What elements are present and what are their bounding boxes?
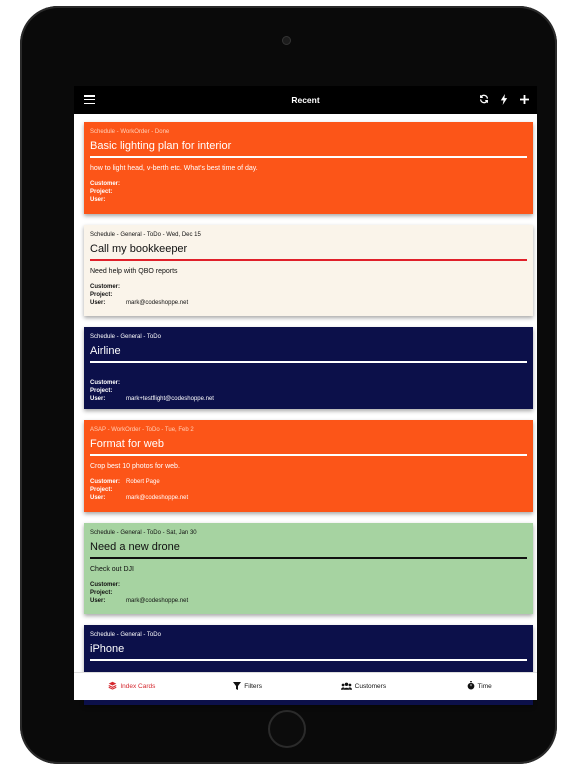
user-label: User: (90, 495, 106, 501)
tab-index-cards[interactable] (74, 673, 190, 700)
card-title: Need a new drone (90, 541, 180, 553)
card-breadcrumb: Schedule - General - ToDo - Sat, Jan 30 (90, 530, 197, 536)
card-description: Crop best 10 photos for web. (90, 463, 180, 470)
card-divider (90, 659, 527, 661)
user-value: mark@codeshoppe.net (126, 300, 189, 306)
card-description: Need help with QBO reports (90, 268, 178, 275)
index-card[interactable] (84, 523, 533, 614)
funnel-icon (233, 682, 241, 692)
customer-label: Customer: (90, 479, 121, 485)
cards-list[interactable] (74, 114, 537, 672)
card-title: Call my bookkeeper (90, 243, 188, 255)
card-breadcrumb: Schedule - General - ToDo (90, 334, 161, 340)
plus-icon[interactable] (517, 91, 531, 107)
customer-value: Robert Page (126, 479, 160, 485)
project-label: Project: (90, 487, 113, 493)
user-value: mark@codeshoppe.net (126, 598, 189, 604)
card-meta (90, 379, 527, 403)
card-title: Basic lighting plan for interior (90, 140, 232, 152)
card-divider (90, 454, 527, 456)
user-label: User: (90, 396, 106, 402)
front-camera (282, 36, 291, 45)
home-button[interactable] (268, 710, 306, 748)
project-label: Project: (90, 292, 113, 298)
tab-label: Index Cards (120, 683, 156, 690)
tab-time[interactable] (421, 673, 537, 700)
index-card[interactable] (84, 122, 533, 214)
tablet-device-frame (20, 6, 557, 764)
user-value: mark@codeshoppe.net (126, 495, 189, 501)
user-value: mark+testflight@codeshoppe.net (126, 396, 214, 402)
refresh-icon[interactable] (477, 91, 491, 107)
customer-label: Customer: (90, 582, 121, 588)
tab-bar (74, 672, 537, 700)
tab-label: Customers (354, 683, 387, 690)
customer-label: Customer: (90, 284, 121, 290)
card-meta (90, 283, 527, 307)
card-breadcrumb: Schedule - General - ToDo (90, 632, 161, 638)
project-label: Project: (90, 189, 113, 195)
card-divider (90, 156, 527, 158)
card-title: Format for web (90, 438, 164, 450)
navigation-bar (74, 86, 537, 114)
card-divider (90, 557, 527, 559)
stopwatch-icon (467, 681, 475, 692)
lightning-icon[interactable] (497, 91, 511, 107)
index-card[interactable] (84, 420, 533, 512)
project-label: Project: (90, 590, 113, 596)
user-label: User: (90, 300, 106, 306)
card-meta (90, 180, 527, 204)
index-card[interactable] (84, 327, 533, 409)
people-icon (341, 682, 352, 692)
card-description: Check out DJI (90, 566, 134, 573)
navbar-actions (477, 91, 531, 107)
tab-filters[interactable] (190, 673, 306, 700)
user-label: User: (90, 598, 106, 604)
card-title: Airline (90, 345, 121, 357)
customer-label: Customer: (90, 181, 121, 187)
app-screen (74, 86, 537, 700)
card-meta (90, 581, 527, 605)
index-card[interactable] (84, 225, 533, 316)
page-title: Recent (291, 95, 320, 105)
card-breadcrumb: Schedule - WorkOrder - Done (90, 129, 170, 135)
card-divider (90, 259, 527, 261)
tab-label: Filters (244, 683, 262, 690)
card-description: how to light head, v-berth etc. What's best time of day. (90, 165, 258, 172)
card-breadcrumb: Schedule - General - ToDo - Wed, Dec 15 (90, 232, 201, 238)
card-meta (90, 478, 527, 502)
card-breadcrumb: ASAP - WorkOrder - ToDo - Tue, Feb 2 (90, 427, 194, 433)
user-label: User: (90, 197, 106, 203)
card-title: iPhone (90, 643, 125, 655)
project-label: Project: (90, 388, 113, 394)
card-divider (90, 361, 527, 363)
tab-label: Time (477, 683, 492, 690)
stack-icon (108, 681, 117, 692)
customer-label: Customer: (90, 380, 121, 386)
tab-customers[interactable] (306, 673, 422, 700)
card-description (90, 369, 527, 379)
hamburger-menu-icon[interactable] (84, 95, 95, 104)
